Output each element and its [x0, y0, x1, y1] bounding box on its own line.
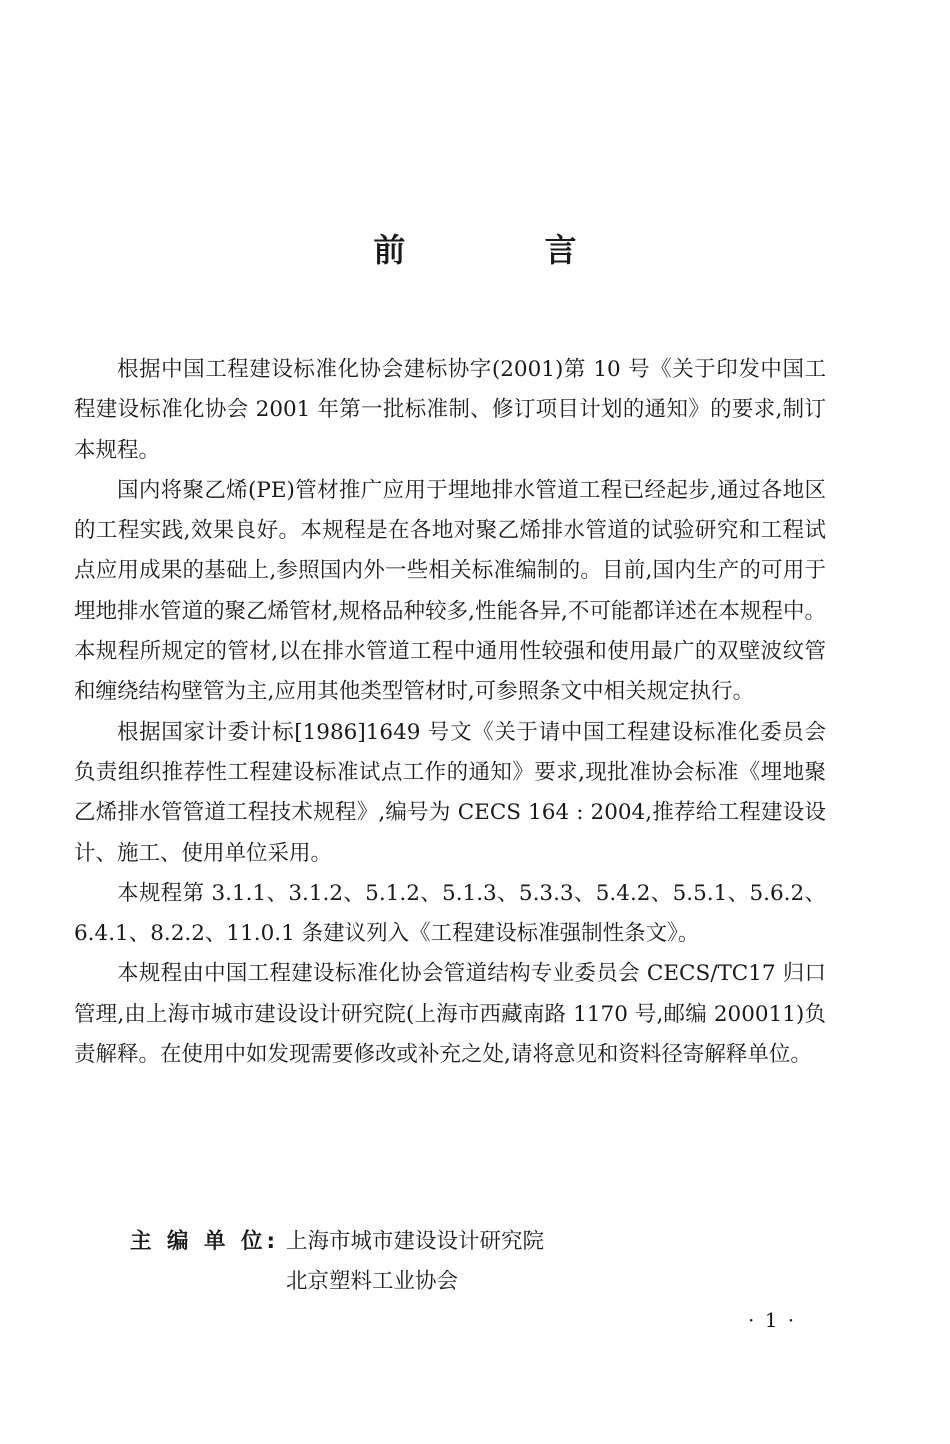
- paragraph-4: 本规程第 3.1.1、3.1.2、5.1.2、5.1.3、5.3.3、5.4.2、5.5.1、5.6.2、6.4.1、8.2.2、11.0.1 条建议列入《工程建设标准强制性条文》。: [74, 880, 826, 947]
- chief-editor-row: [130, 1222, 544, 1262]
- paragraph-1: 根据中国工程建设标准化协会建标协字(2001)第 10 号《关于印发中国工程建设标准化协会 2001 年第一批标准制、修订项目计划的通知》的要求,制订本规程。: [74, 357, 826, 463]
- paragraph-3: 根据国家计委计标[1986]1649 号文《关于请中国工程建设标准化委员会负责组织推荐性工程建设标准试点工作的通知》要求,现批准协会标准《埋地聚乙烯排水管管道工程技术规程》,编号为 CECS 164 : 2004,推荐给工程建设设计、施工、使用单位采用。: [74, 719, 826, 866]
- chief-editor-unit-1: 上海市城市建设设计研究院: [286, 1229, 545, 1254]
- paragraph-5: 本规程由中国工程建设标准化协会管道结构专业委员会 CECS/TC17 归口管理,由上海市城市建设设计研究院(上海市西藏南路 1170 号,邮编 200011)负责解释。在使用中如发现需要修改或补充之处,请将意见和资料径寄解释单位。: [74, 961, 826, 1068]
- body-text: [74, 350, 826, 1075]
- page-title: 前 言: [373, 231, 641, 269]
- chief-editor-block: [130, 1222, 544, 1302]
- paragraph-2: 国内将聚乙烯(PE)管材推广应用于埋地排水管道工程已经起步,通过各地区的工程实践,效果良好。本规程是在各地对聚乙烯排水管道的试验研究和工程试点应用成果的基础上,参照国内外一些相关标准编制的。目前,国内生产的可用于埋地排水管道的聚乙烯管材,规格品种较多,性能各异,不可能都详述在本规程中。本规程所规定的管材,以在排水管道工程中通用性较强和使用最广的双壁波纹管和缠绕结构壁管为主,应用其他类型管材时,可参照条文中相关规定执行。: [74, 477, 826, 705]
- chief-editor-unit-2: 北京塑料工业协会: [286, 1269, 459, 1294]
- page-number: · 1 ·: [748, 1308, 797, 1332]
- chief-editor-label: 主 编 单 位:: [130, 1229, 280, 1254]
